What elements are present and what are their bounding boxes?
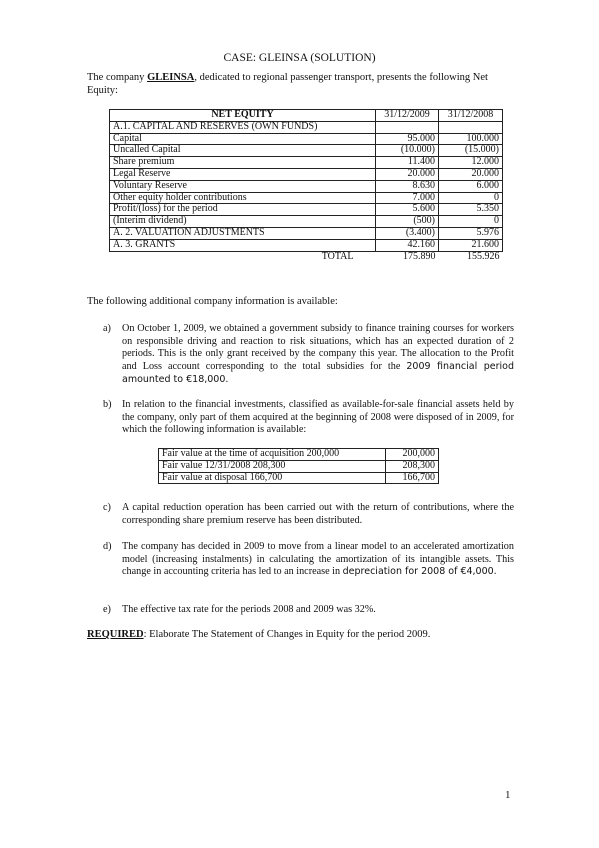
fair-value-table (158, 448, 439, 484)
total-row (110, 251, 503, 262)
net-equity-table (109, 109, 503, 262)
value-2008: 20.000 (439, 168, 503, 180)
item-a-last-line: 2009 financial period amounted to €18,000. (122, 361, 514, 385)
intro-text-after: , dedicated to regional passenger transport, presents the following Net Equity: (87, 72, 488, 96)
table-row (159, 449, 439, 461)
table-row (110, 216, 503, 228)
row-label: A. 3. GRANTS (110, 239, 376, 251)
total-2008: 155.926 (467, 250, 500, 262)
value-2009: (500) (376, 216, 439, 228)
value-2009: (10.000) (376, 145, 439, 157)
document-title: CASE: GLEINSA (SOLUTION) (223, 52, 376, 64)
item-d-body: The company has decided in 2009 to move from a linear model to an accelerated amortization model (increasing instalments) in calculating the amortization of its intangible assets. This change in accounting criteria has led to an increase in (122, 541, 514, 578)
page-number: 1 (505, 789, 511, 801)
table-row (110, 204, 503, 216)
value-2009: 20.000 (376, 168, 439, 180)
table-row (110, 192, 503, 204)
row-label: Other equity holder contributions (110, 192, 376, 204)
row-label: Share premium (110, 157, 376, 169)
list-item-text: In relation to the financial investments, classified as available-for-sale financial assets held by the company, only part of them acquired at the beginning of 2008 were disposed of in 2009, for which the following information is available: (122, 399, 514, 436)
table-row (110, 145, 503, 157)
required-text: : Elaborate The Statement of Changes in Equity for the period 2009. (143, 629, 431, 640)
list-marker: c) (103, 502, 111, 513)
table-row (110, 227, 503, 239)
row-label: (Interim dividend) (110, 216, 376, 228)
list-item-text: A capital reduction operation has been carried out with the return of contributions, where the corresponding share premium reserve has been distributed. (122, 502, 514, 526)
list-marker: e) (103, 604, 111, 615)
fair-value-label: Fair value at disposal 166,700 (159, 472, 386, 484)
value-2009: 8.630 (376, 180, 439, 192)
total-label: TOTAL (321, 250, 354, 262)
additional-info-heading: The following additional company information is available: (87, 296, 338, 307)
value-2008: 6.000 (439, 180, 503, 192)
value-2009: 7.000 (376, 192, 439, 204)
list-marker: d) (103, 541, 112, 552)
value-2009 (376, 121, 439, 133)
list-item-text (122, 541, 514, 579)
value-2008: 12.000 (439, 157, 503, 169)
table-row (110, 239, 503, 251)
required-label: REQUIRED (87, 629, 144, 640)
required-statement (87, 629, 430, 640)
row-label: Capital (110, 133, 376, 145)
value-2008: 21.600 (439, 239, 503, 251)
value-2009: 11.400 (376, 157, 439, 169)
table-row (110, 121, 503, 133)
intro-paragraph (87, 71, 512, 97)
table-row (110, 180, 503, 192)
table-row (110, 157, 503, 169)
value-2009: 42.160 (376, 239, 439, 251)
fair-value-amount: 208,300 (386, 460, 439, 472)
value-2008: 0 (439, 216, 503, 228)
item-a-body: On October 1, 2009, we obtained a government subsidy to finance training courses for workers on responsible driving and reaction to risk situations, which has an expected duration of 2 periods. This is the only grant received by the company this year. The allocation to the Profit and Loss account corresponding to the total subsidies for the (122, 323, 514, 373)
list-item-text (122, 323, 514, 387)
table-row (110, 133, 503, 145)
row-label: A.1. CAPITAL AND RESERVES (OWN FUNDS) (110, 121, 376, 133)
row-label: Uncalled Capital (110, 145, 376, 157)
total-2009: 175.890 (403, 250, 436, 262)
value-2008 (439, 121, 503, 133)
value-2008: 100.000 (439, 133, 503, 145)
item-d-last-line: depreciation for 2008 of €4,000. (342, 566, 497, 578)
list-item-text: The effective tax rate for the periods 2008 and 2009 was 32%. (122, 604, 376, 615)
value-2008: (15.000) (439, 145, 503, 157)
list-marker: b) (103, 399, 112, 410)
header-2009: 31/12/2009 (376, 110, 439, 122)
net-equity-header-row (110, 110, 503, 122)
table-row (159, 472, 439, 484)
company-name: GLEINSA (147, 72, 195, 83)
fair-value-label: Fair value 12/31/2008 208,300 (159, 460, 386, 472)
value-2009: 5.600 (376, 204, 439, 216)
row-label: Voluntary Reserve (110, 180, 376, 192)
row-label: A. 2. VALUATION ADJUSTMENTS (110, 227, 376, 239)
value-2008: 5.976 (439, 227, 503, 239)
row-label: Profit/(loss) for the period (110, 204, 376, 216)
fair-value-amount: 166,700 (386, 472, 439, 484)
value-2008: 5.350 (439, 204, 503, 216)
intro-text-before: The company (87, 72, 148, 83)
header-2008: 31/12/2008 (439, 110, 503, 122)
list-marker: a) (103, 323, 111, 334)
fair-value-amount: 200,000 (386, 449, 439, 461)
row-label: Legal Reserve (110, 168, 376, 180)
net-equity-header: NET EQUITY (110, 110, 376, 122)
table-row (110, 168, 503, 180)
fair-value-label: Fair value at the time of acquisition 200,000 (159, 449, 386, 461)
value-2009: 95.000 (376, 133, 439, 145)
value-2009: (3.400) (376, 227, 439, 239)
value-2008: 0 (439, 192, 503, 204)
table-row (159, 460, 439, 472)
